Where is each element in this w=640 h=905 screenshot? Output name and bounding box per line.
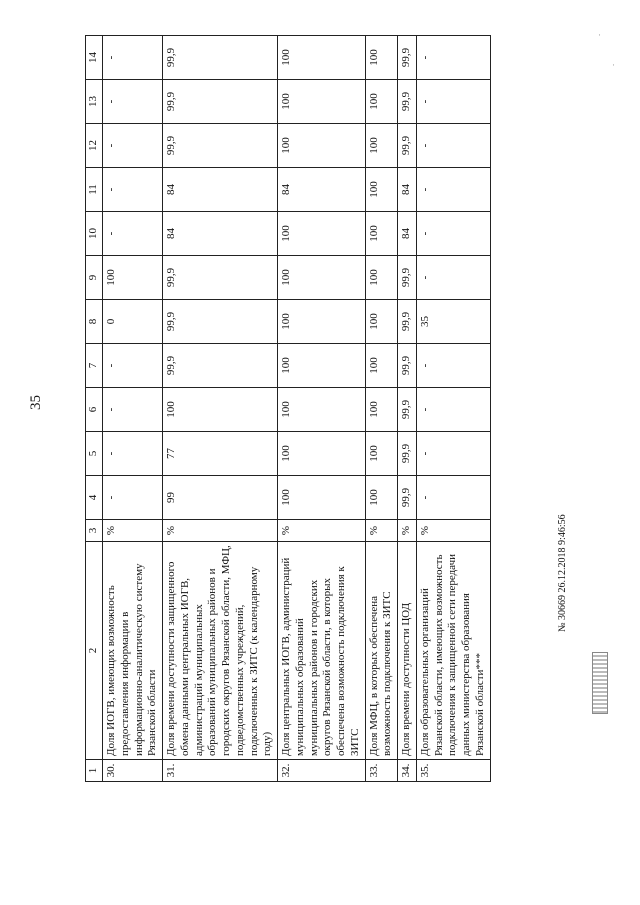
value-cell: 100 [103, 256, 163, 300]
column-header: 13 [86, 80, 103, 124]
table-body [103, 36, 491, 782]
unit-cell: % [103, 520, 163, 542]
value-cell: 100 [365, 256, 398, 300]
table-row [398, 36, 417, 782]
row-number-cell: 30. [103, 760, 163, 782]
value-cell: - [416, 36, 490, 80]
value-cell: 100 [278, 36, 366, 80]
value-cell: - [103, 36, 163, 80]
column-header: 9 [86, 256, 103, 300]
column-header: 2 [86, 542, 103, 760]
unit-cell: % [163, 520, 278, 542]
unit-cell: % [416, 520, 490, 542]
value-cell: 84 [398, 212, 417, 256]
indicator-name-cell: Доля ИОГВ, имеющих возможность предоставления информации в информационно-аналитическую систему Рязанской области [103, 542, 163, 760]
value-cell: 100 [278, 124, 366, 168]
value-cell: 99,9 [163, 256, 278, 300]
unit-cell: % [278, 520, 366, 542]
table-row [163, 36, 278, 782]
value-cell: 100 [365, 36, 398, 80]
row-number-cell: 31. [163, 760, 278, 782]
header-row [86, 36, 103, 782]
value-cell: 100 [278, 300, 366, 344]
row-number-cell: 33. [365, 760, 398, 782]
row-number-cell: 34. [398, 760, 417, 782]
value-cell: 77 [163, 432, 278, 476]
indicator-name-cell: Доля МФЦ, в которых обеспечена возможность подключения к ЗИТС [365, 542, 398, 760]
value-cell: 100 [278, 432, 366, 476]
value-cell: 99,9 [398, 80, 417, 124]
table-row [416, 36, 490, 782]
table-row [278, 36, 366, 782]
value-cell: - [416, 168, 490, 212]
value-cell: 84 [278, 168, 366, 212]
value-cell: 99,9 [163, 124, 278, 168]
value-cell: 99,9 [398, 256, 417, 300]
unit-cell: % [398, 520, 417, 542]
value-cell: - [416, 344, 490, 388]
value-cell: 100 [278, 256, 366, 300]
column-header: 6 [86, 388, 103, 432]
value-cell: 99,9 [398, 344, 417, 388]
value-cell: - [103, 168, 163, 212]
value-cell: 100 [365, 344, 398, 388]
indicators-table [85, 35, 491, 782]
scan-speck: · [598, 30, 601, 40]
value-cell: - [103, 432, 163, 476]
value-cell: - [103, 212, 163, 256]
value-cell: 99,9 [398, 476, 417, 520]
value-cell: 100 [278, 476, 366, 520]
value-cell: 99 [163, 476, 278, 520]
value-cell: 99,9 [163, 300, 278, 344]
value-cell: 99,9 [163, 344, 278, 388]
value-cell: 100 [365, 476, 398, 520]
value-cell: 84 [163, 212, 278, 256]
column-header: 7 [86, 344, 103, 388]
value-cell: 99,9 [398, 432, 417, 476]
value-cell: - [416, 432, 490, 476]
table-row [365, 36, 398, 782]
value-cell: 100 [365, 80, 398, 124]
column-header: 11 [86, 168, 103, 212]
value-cell: - [103, 344, 163, 388]
column-header: 8 [86, 300, 103, 344]
value-cell: - [416, 476, 490, 520]
column-header: 5 [86, 432, 103, 476]
value-cell: - [416, 124, 490, 168]
table-row [103, 36, 163, 782]
value-cell: 100 [278, 344, 366, 388]
page-number: 35 [28, 395, 44, 410]
value-cell: - [103, 124, 163, 168]
indicator-name-cell: Доля центральных ИОГВ, администраций муниципальных образований муниципальных районов и городских округов Рязанской области, в которых обеспечена возможность подключения к ЗИТС [278, 542, 366, 760]
value-cell: 0 [103, 300, 163, 344]
column-header: 3 [86, 520, 103, 542]
value-cell: 84 [163, 168, 278, 212]
rotated-table-container [85, 47, 486, 782]
column-header: 12 [86, 124, 103, 168]
value-cell: - [103, 80, 163, 124]
indicator-name-cell: Доля времени доступности защищенного обмена данными центральных ИОГВ, администраций муниципальных образований муниципальных районов и городских округов Рязанской области, МФЦ, подведомственных учреждений, подключенных к ЗИТС (к календарному году) [163, 542, 278, 760]
value-cell: 100 [365, 432, 398, 476]
column-header: 1 [86, 760, 103, 782]
scan-speck: · [612, 60, 615, 70]
column-header: 10 [86, 212, 103, 256]
value-cell: 100 [365, 388, 398, 432]
value-cell: - [103, 476, 163, 520]
value-cell: 100 [278, 212, 366, 256]
value-cell: 99,9 [398, 388, 417, 432]
value-cell: 99,9 [398, 300, 417, 344]
value-cell: 100 [365, 300, 398, 344]
indicator-name-cell: Доля образовательных организаций Рязанской области, имеющих возможность подключения к защищенной сети передачи данных министерства образования Рязанской области*** [416, 542, 490, 760]
value-cell: 100 [365, 168, 398, 212]
unit-cell: % [365, 520, 398, 542]
value-cell: 100 [278, 80, 366, 124]
value-cell: 99,9 [163, 36, 278, 80]
value-cell: 100 [365, 124, 398, 168]
value-cell: - [103, 388, 163, 432]
value-cell: 100 [278, 388, 366, 432]
value-cell: - [416, 388, 490, 432]
value-cell: - [416, 80, 490, 124]
value-cell: 84 [398, 168, 417, 212]
value-cell: - [416, 212, 490, 256]
value-cell: 99,9 [398, 124, 417, 168]
value-cell: 99,9 [163, 80, 278, 124]
value-cell: 100 [365, 212, 398, 256]
value-cell: 35 [416, 300, 490, 344]
row-number-cell: 35. [416, 760, 490, 782]
row-number-cell: 32. [278, 760, 366, 782]
column-header: 4 [86, 476, 103, 520]
indicator-name-cell: Доля времени доступности ЦОД [398, 542, 417, 760]
document-footer: № 30669 26.12.2018 9:46:56 [557, 514, 568, 632]
value-cell: - [416, 256, 490, 300]
value-cell: 100 [163, 388, 278, 432]
barcode-stamp [592, 652, 608, 714]
column-header: 14 [86, 36, 103, 80]
value-cell: 99,9 [398, 36, 417, 80]
